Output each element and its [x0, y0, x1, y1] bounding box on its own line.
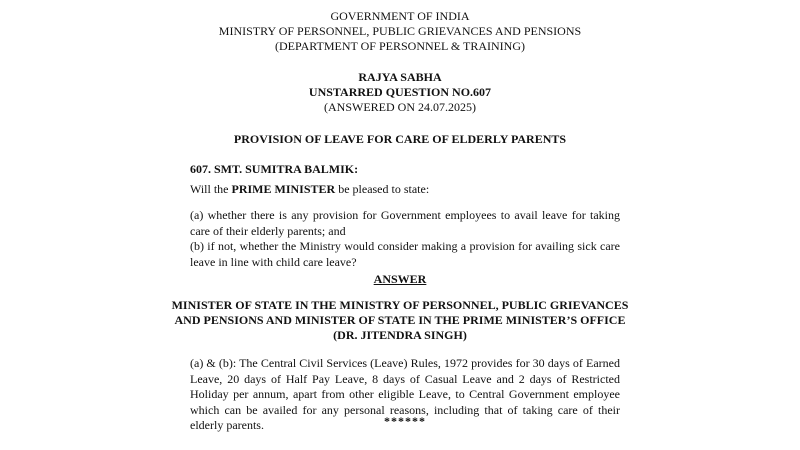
house-name: RAJYA SABHA [358, 70, 442, 84]
answer-heading: ANSWER [373, 272, 427, 286]
header-government: GOVERNMENT OF INDIA [330, 9, 470, 23]
question-intro-after: be pleased to state: [335, 182, 430, 196]
question-part-b: (b) if not, whether the Ministry would consider making a provision for availing sick care leave in line with child care leave? [190, 239, 620, 269]
minister-name: (DR. JITENDRA SINGH) [333, 328, 467, 342]
question-intro-addressee: PRIME MINISTER [231, 182, 336, 196]
minister-designation-line2: AND PENSIONS AND MINISTER OF STATE IN THE PRIME MINISTER’S OFFICE [174, 313, 626, 327]
minister-designation-line1: MINISTER OF STATE IN THE MINISTRY OF PERSONNEL, PUBLIC GRIEVANCES [171, 298, 629, 312]
question-intro [190, 182, 429, 197]
question-number: UNSTARRED QUESTION NO.607 [308, 85, 492, 99]
end-marker: ****** [384, 414, 426, 428]
answered-date: (ANSWERED ON 24.07.2025) [324, 100, 476, 114]
question-title: PROVISION OF LEAVE FOR CARE OF ELDERLY PARENTS [233, 132, 567, 146]
header-ministry: MINISTRY OF PERSONNEL, PUBLIC GRIEVANCES AND PENSIONS [218, 24, 582, 38]
questioner-name: 607. SMT. SUMITRA BALMIK: [190, 162, 359, 176]
answer-body: (a) & (b): The Central Civil Services (Leave) Rules, 1972 provides for 30 days of Earned Leave, 20 days of Half Pay Leave, 8 days of Casual Leave and 2 days of Restricted Holiday per annum, apart from other eligible Leave, to Central Government employee which can be availed for any personal reasons, including that of taking care of their elderly parents. [190, 356, 620, 432]
question-intro-before: Will the [190, 182, 232, 196]
question-part-a: (a) whether there is any provision for Government employees to avail leave for taking care of their elderly parents; and [190, 208, 620, 238]
header-department: (DEPARTMENT OF PERSONNEL & TRAINING) [275, 39, 525, 53]
